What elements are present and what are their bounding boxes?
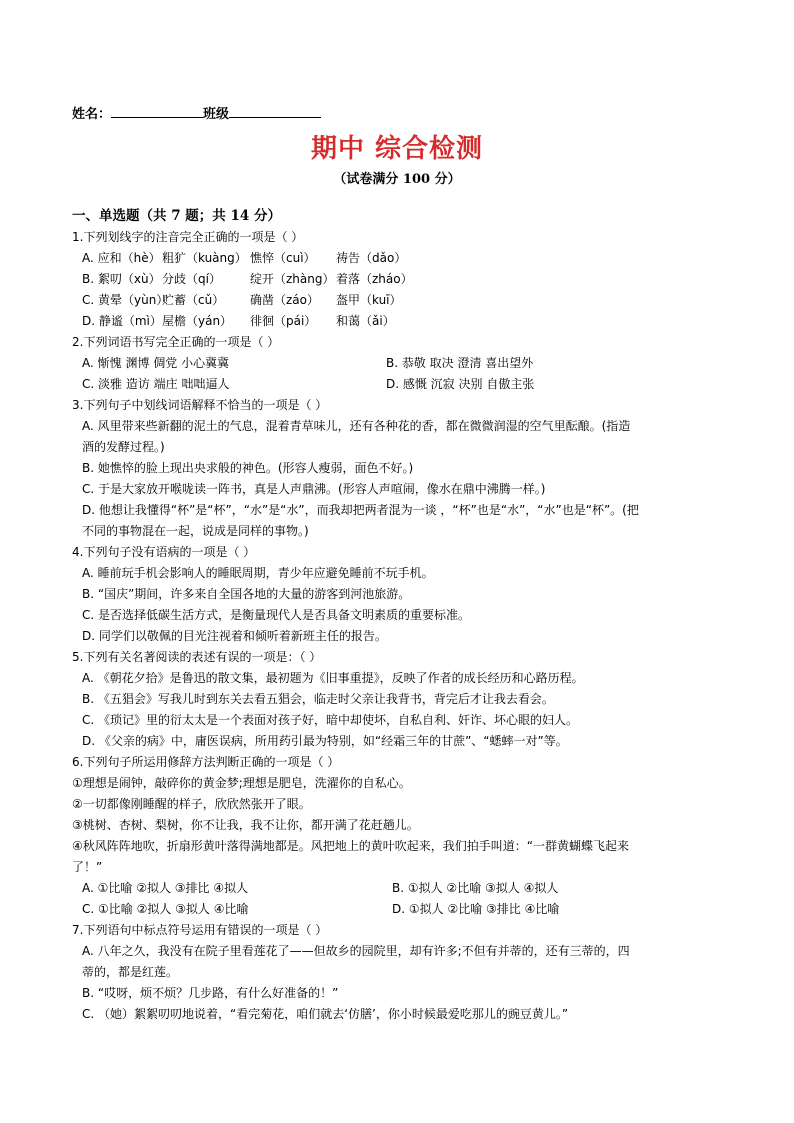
- question-3-option-d-cont: 不同的事物混在一起，说成是同样的事物。): [82, 524, 309, 538]
- question-7-option-b: B. “哎呀，烦不烦？几步路，有什么好准备的！”: [82, 986, 339, 1000]
- question-6-sentence-3: ③桃树、杏树、梨树，你不让我，我不让你，都开满了花赶趟儿。: [72, 818, 419, 832]
- class-blank[interactable]: [229, 105, 321, 118]
- exam-content: [72, 205, 724, 1025]
- question-3-option-a-cont: 酒的发酵过程。): [82, 440, 165, 454]
- question-6-options-ab: A. ①比喻 ②拟人 ③排比 ④拟人 B. ①拟人 ②比喻 ③拟人 ④拟人: [82, 881, 559, 895]
- question-4-option-a: A. 睡前玩手机会影响人的睡眠周期，青少年应避免睡前不玩手机。: [82, 566, 434, 580]
- question-6-stem: 6.下列句子所运用修辞方法判断正确的一项是（ ）: [72, 755, 340, 769]
- question-3-option-d: D. 他想让我懂得“杯”是“杯”，“水”是“水”，而我却把两者混为一谈 ，“杯”也是“水”，“水”也是“杯”。(把: [82, 503, 639, 517]
- question-3-option-a: A. 风里带来些新翻的泥土的气息，混着青草味儿，还有各种花的香，都在微微润湿的空气里酝酿。(指造: [82, 419, 631, 433]
- question-5-option-c: C. 《琐记》里的衍太太是一个表面对孩子好，暗中却使坏，自私自利、奸诈、坏心眼的妇人。: [82, 713, 579, 727]
- page-subtitle: （试卷满分 100 分）: [333, 172, 461, 187]
- question-3-stem: 3.下列句子中划线词语解释不恰当的一项是（ ）: [72, 398, 328, 412]
- name-label: 姓名：: [72, 107, 112, 122]
- question-1-option-c: C. 黄晕（yùn） 贮蓄（cǔ） 确凿（záo） 盔甲（kuī）: [82, 293, 402, 307]
- question-4-option-c: C. 是否选择低碳生活方式，是衡量现代人是否具备文明素质的重要标准。: [82, 608, 471, 622]
- student-info-line: [72, 103, 321, 122]
- question-1-stem: 1.下列划线字的注音完全正确的一项是（ ）: [72, 230, 304, 244]
- class-label: 班级: [203, 107, 230, 122]
- question-4-option-b: B. “国庆”期间，许多来自全国各地的大量的游客到河池旅游。: [82, 587, 411, 601]
- question-1-option-d: D. 静谧（mì） 屋檐（yán） 徘徊（pái） 和蔼（ǎi）: [82, 314, 395, 328]
- section-heading: 一、单选题（共 7 题；共 14 分）: [72, 208, 281, 224]
- question-4-stem: 4.下列句子没有语病的一项是（ ）: [72, 545, 256, 559]
- name-blank[interactable]: [111, 105, 203, 118]
- page-title: 期中 综合检测: [310, 134, 484, 164]
- question-5-stem: 5.下列有关名著阅读的表述有误的一项是：（ ）: [72, 650, 322, 664]
- question-3-option-b: B. 她憔悴的脸上现出央求般的神色。(形容人瘦弱，面色不好。): [82, 461, 414, 475]
- question-1-option-b: B. 絮叨（xù） 分歧（qí） 绽开（zhàng） 着落（zháo）: [82, 272, 413, 286]
- question-7-option-a-cont: 蒂的，都是红莲。: [82, 965, 179, 979]
- question-6-options-cd: C. ①比喻 ②拟人 ③拟人 ④比喻 D. ①拟人 ②比喻 ③排比 ④比喻: [82, 902, 560, 916]
- question-6-sentence-2: ②一切都像刚睡醒的样子，欣欣然张开了眼。: [72, 797, 311, 811]
- question-7-option-a: A. 八年之久，我没有在院子里看莲花了——但故乡的园院里，却有许多;不但有并蒂的，还有三蒂的，四: [82, 944, 630, 958]
- question-6-sentence-1: ①理想是闹钟，敲碎你的黄金梦;理想是肥皂，洗濯你的自私心。: [72, 776, 411, 790]
- question-6-sentence-4: ④秋风阵阵地吹，折扇形黄叶落得满地都是。风把地上的黄叶吹起来，我们拍手叫道：“一群黄蝴蝶飞起来: [72, 839, 629, 853]
- question-1-option-a: A. 应和（hè） 粗犷（kuàng） 憔悴（cuì） 祷告（dǎo）: [82, 251, 407, 265]
- question-7-option-c: C. （她）絮絮叨叨地说着，“看完菊花，咱们就去‘仿膳’，你小时候最爱吃那儿的豌豆黄儿。”: [82, 1007, 569, 1021]
- question-2-options-cd: C. 淡雅 造访 端庄 咄咄逼人 D. 感慨 沉寂 决别 自傲主张: [82, 377, 535, 391]
- question-5-option-b: B. 《五猖会》写我儿时到东关去看五猖会，临走时父亲让我背书，背完后才让我去看会。: [82, 692, 554, 706]
- question-2-options-ab: A. 惭愧 渊博 倜党 小心冀冀 B. 恭敬 取决 澄清 喜出望外: [82, 356, 534, 370]
- question-4-option-d: D. 同学们以敬佩的目光注视着和倾听着新班主任的报告。: [82, 629, 387, 643]
- question-7-stem: 7.下列语句中标点符号运用有错误的一项是（ ）: [72, 923, 328, 937]
- question-6-sentence-4-cont: 了！”: [72, 860, 103, 874]
- question-3-option-c: C. 于是大家放开喉咙读一阵书，真是人声鼎沸。(形容人声喧闹，像水在鼎中沸腾一样。): [82, 482, 546, 496]
- question-2-stem: 2.下列词语书写完全正确的一项是（ ）: [72, 335, 280, 349]
- question-5-option-a: A. 《朝花夕拾》是鲁迅的散文集，最初题为《旧事重提》，反映了作者的成长经历和心路历程。: [82, 671, 584, 685]
- question-5-option-d: D. 《父亲的病》中，庸医误病，所用药引最为特别，如“经霜三年的甘蔗”、“蟋蟀一对”等。: [82, 734, 568, 748]
